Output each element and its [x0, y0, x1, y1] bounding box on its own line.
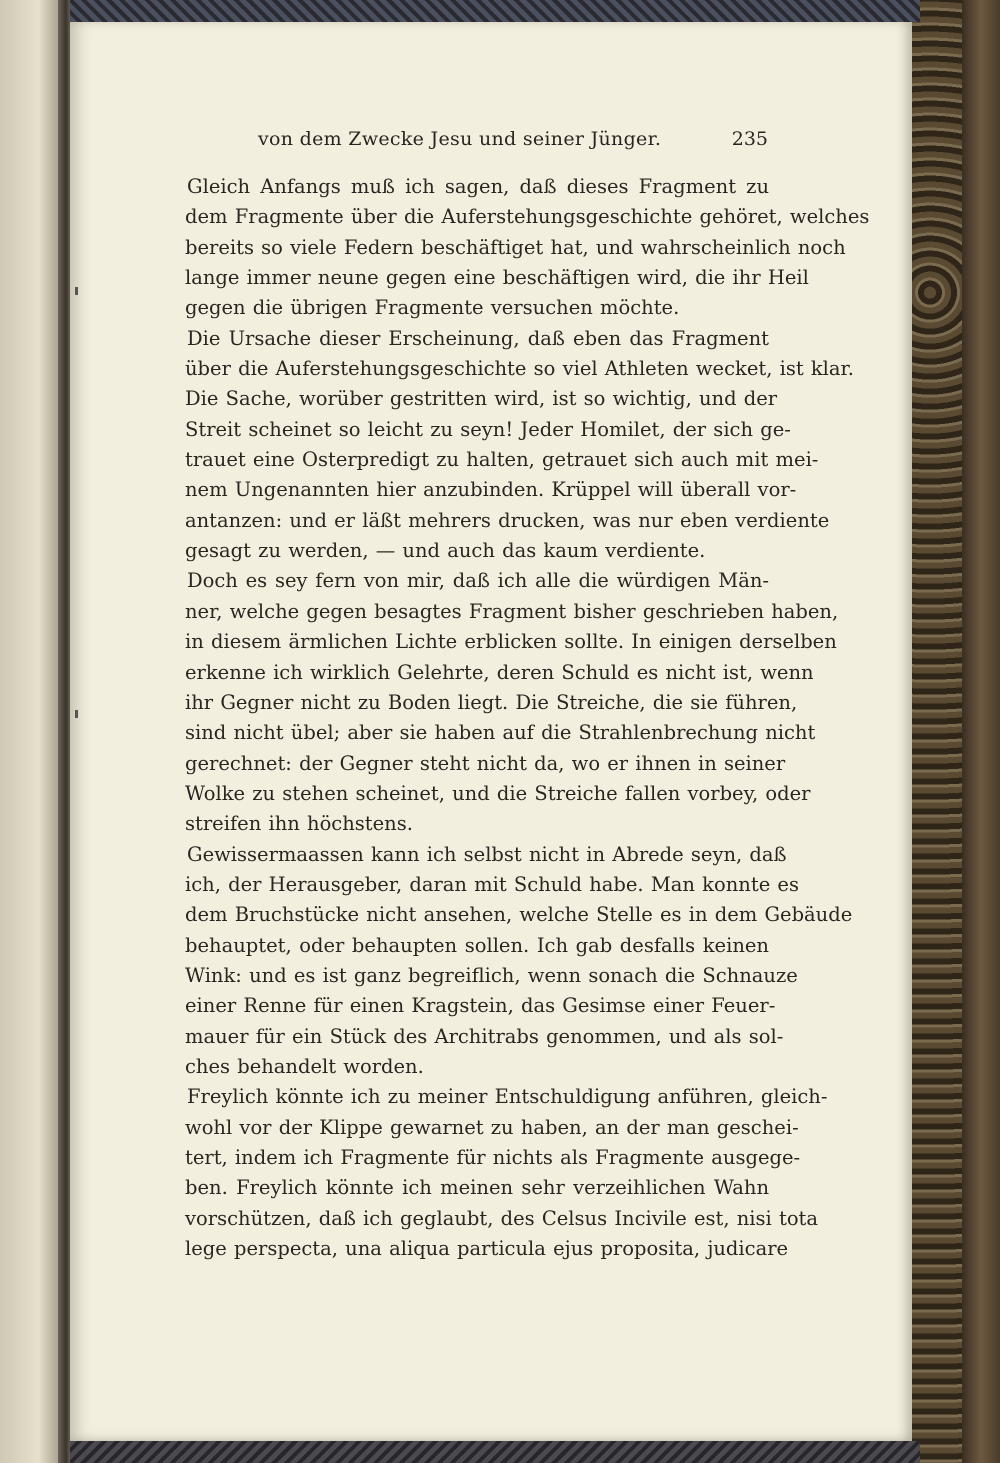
text-line: gerechnet: der Gegner steht nicht da, wo er ihnen in seiner [185, 751, 786, 775]
text-line: behauptet, oder behaupten sollen. Ich gab desfalls keinen [185, 933, 769, 957]
text-line: gegen die übrigen Fragmente versuchen möchte. [185, 296, 680, 320]
text-line: lege perspecta, una aliqua particula ejus proposita, judicare [185, 1237, 789, 1261]
text-line: tert, indem ich Fragmente für nichts als Fragmente ausgege- [185, 1146, 801, 1169]
text-line: antanzen: und er läßt mehrers drucken, was nur eben verdiente [185, 508, 830, 532]
text-line: ich, der Herausgeber, daran mit Schuld habe. Man konnte es [185, 872, 799, 896]
text-line: ihr Gegner nicht zu Boden liegt. Die Streiche, die sie führen, [185, 690, 798, 714]
text-line: lange immer neune gegen eine beschäftigen wird, die ihr Heil [185, 266, 809, 290]
text-line: ches behandelt worden. [185, 1054, 424, 1078]
text-line: Doch es sey fern von mir, daß ich alle die würdigen Män- [187, 569, 769, 593]
bottom-cover-edge [70, 1441, 920, 1463]
running-title: von dem Zwecke Jesu und seiner Jünger. [258, 128, 662, 150]
text-line: bereits so viele Federn beschäftiget hat, und wahrscheinlich noch [185, 235, 846, 259]
text-line: Die Ursache dieser Erscheinung, daß eben das Fragment [187, 326, 769, 350]
text-line: Streit scheinet so leicht zu seyn! Jeder Homilet, der sich ge- [185, 417, 791, 441]
text-line: Freylich könnte ich zu meiner Entschuldigung anführen, gleich- [187, 1085, 828, 1109]
text-line: nem Ungenannten hier anzubinden. Krüppel will überall vor- [185, 478, 797, 502]
text-line: mauer für ein Stück des Architrabs genommen, und als sol- [185, 1024, 784, 1048]
text-line: dem Bruchstücke nicht ansehen, welche Stelle es in dem Gebäude [185, 903, 853, 927]
body-text [185, 172, 870, 1264]
text-line: Gleich Anfangs muß ich sagen, daß dieses Fragment zu [187, 175, 769, 198]
text-line: wohl vor der Klippe gewarnet zu haben, an der man geschei- [185, 1115, 799, 1139]
text-line: sind nicht übel; aber sie haben auf die Strahlenbrechung nicht [185, 721, 816, 745]
facing-page-edge [0, 0, 64, 1463]
text-line: einer Renne für einen Kragstein, das Gesimse einer Feuer- [185, 994, 776, 1018]
text-line: trauet eine Osterpredigt zu halten, getrauet sich auch mit mei- [185, 448, 819, 472]
text-line: über die Auferstehungsgeschichte so viel Athleten wecket, ist klar. [185, 357, 854, 381]
text-line: Wolke zu stehen scheinet, und die Streiche fallen vorbey, oder [185, 781, 811, 805]
top-cover-edge [70, 0, 920, 22]
text-line: Die Sache, worüber gestritten wird, ist so wichtig, und der [185, 387, 778, 411]
margin-mark [75, 287, 78, 295]
cover-edge [962, 0, 1000, 1463]
text-line: vorschützen, daß ich geglaubt, des Celsus Incivile est, nisi tota [185, 1206, 819, 1230]
text-line: ner, welche gegen besagtes Fragment bisher geschrieben haben, [185, 599, 839, 623]
text-line: gesagt zu werden, — und auch das kaum verdiente. [185, 539, 706, 563]
page-number: 235 [731, 128, 768, 150]
running-header [258, 128, 768, 154]
text-line: Gewissermaassen kann ich selbst nicht in Abrede seyn, daß [187, 842, 787, 866]
text-line: ben. Freylich könnte ich meinen sehr verzeihlichen Wahn [185, 1176, 769, 1200]
text-line: erkenne ich wirklich Gelehrte, deren Schuld es nicht ist, wenn [185, 660, 814, 684]
text-line: dem Fragmente über die Auferstehungsgeschichte gehöret, welches [185, 205, 870, 229]
margin-mark [75, 710, 78, 718]
text-line: in diesem ärmlichen Lichte erblicken sollte. In einigen derselben [185, 630, 837, 654]
text-line: Wink: und es ist ganz begreiflich, wenn sonach die Schnauze [185, 963, 798, 987]
text-line: streifen ihn höchstens. [185, 812, 413, 836]
